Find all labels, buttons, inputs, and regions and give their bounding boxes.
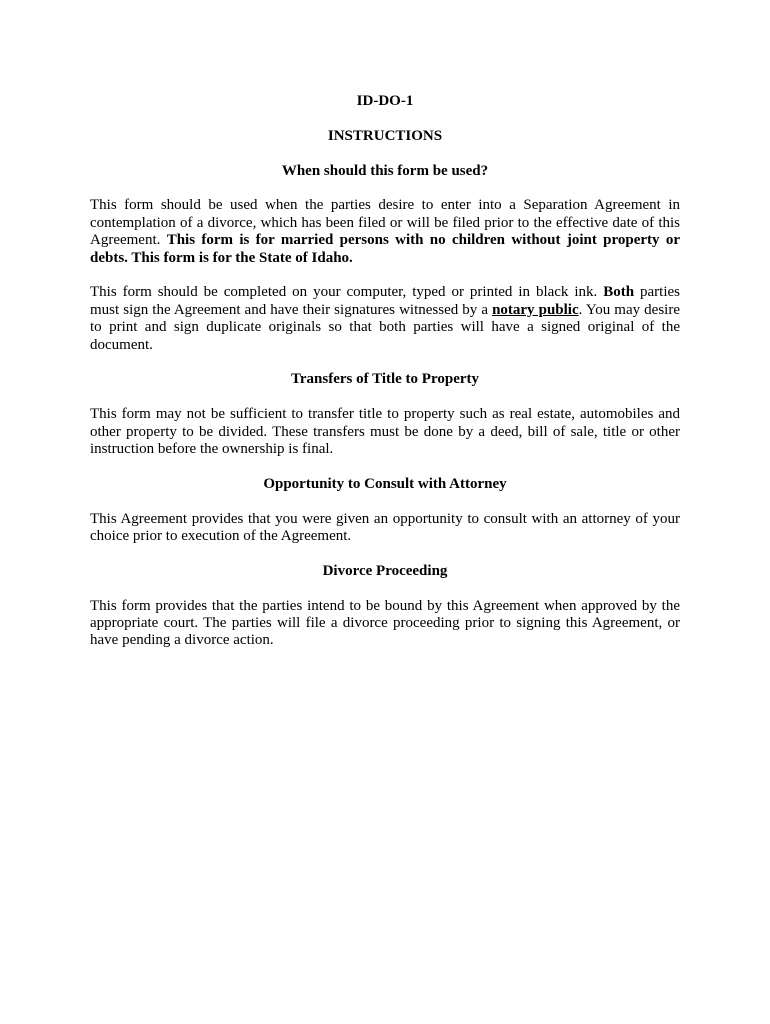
text-segment-normal: . You may desire to print and sign duplicate originals so that both parties will have a signed original of the document.	[90, 301, 680, 353]
paragraph-when-used-2	[90, 284, 680, 354]
text-segment-normal: parties must sign the Agreement and have their signatures witnessed by a	[90, 284, 680, 318]
instructions-title: INSTRUCTIONS	[327, 127, 443, 144]
text-segment-bold: Both	[603, 284, 635, 301]
text-segment-normal: This form should be used when the parties desire to enter into a Separation Agreement in contemplation of a divorce, which has been filed or will be filed prior to the effective date of this Agreement.	[90, 197, 680, 249]
section-heading-transfers: Transfers of Title to Property	[290, 371, 480, 388]
text-segment-normal: This form should be completed on your computer, typed or printed in black ink.	[90, 284, 604, 301]
section-heading-when-used: When should this form be used?	[281, 162, 489, 179]
paragraph-transfers: This form may not be sufficient to transfer title to property such as real estate, automobiles and other property to be divided. These transfers must be done by a deed, bill of sale, title or other instruction before the ownership is final.	[90, 406, 680, 458]
section-heading-divorce: Divorce Proceeding	[322, 562, 448, 579]
paragraph-divorce: This form provides that the parties intend to be bound by this Agreement when approved by the appropriate court. The parties will file a divorce proceeding prior to signing this Agreement, or have pending a divorce action.	[90, 597, 680, 649]
section-heading-attorney: Opportunity to Consult with Attorney	[263, 475, 507, 492]
paragraph-attorney: This Agreement provides that you were given an opportunity to consult with an attorney of your choice prior to execution of the Agreement.	[90, 510, 680, 545]
paragraph-when-used-1	[90, 197, 680, 267]
form-id-title: ID-DO-1	[356, 93, 414, 109]
text-segment-bold: This form is for married persons with no children without joint property or debts. This form is for the State of Idaho.	[90, 232, 680, 266]
text-segment-bold-underline: notary public	[492, 301, 579, 318]
